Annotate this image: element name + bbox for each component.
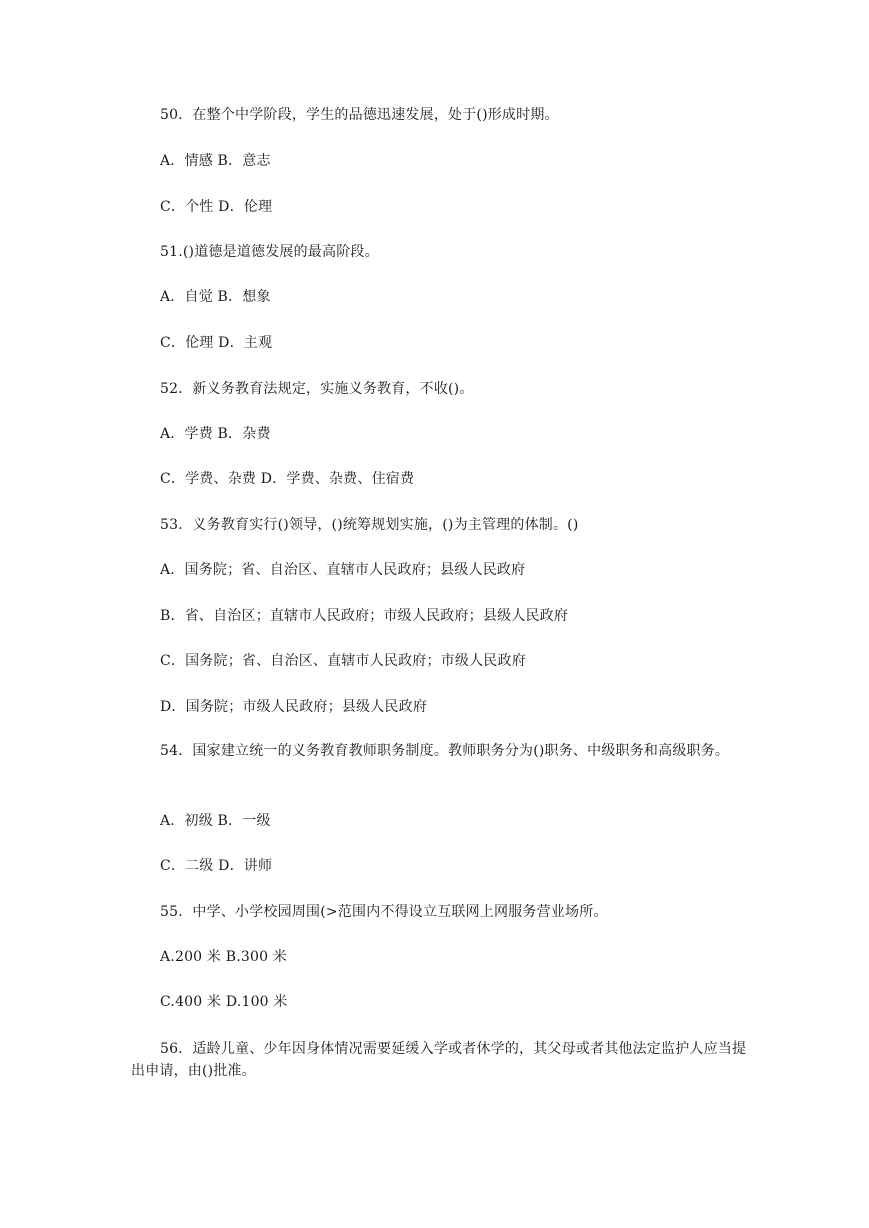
question-53-option-c: C．国务院；省、自治区、直辖市人民政府；市级人民政府	[160, 653, 526, 669]
question-53-option-b: B．省、自治区；直辖市人民政府；市级人民政府；县级人民政府	[160, 608, 569, 624]
question-52: 52．新义务教育法规定，实施义务教育，不收()。	[160, 381, 474, 397]
question-52-option-cd: C．学费、杂费 D．学费、杂费、住宿费	[160, 471, 415, 487]
question-50: 50．在整个中学阶段，学生的品德迅速发展，处于()形成时期。	[160, 107, 559, 123]
question-50-option-ab: A．情感 B．意志	[160, 153, 271, 169]
question-53: 53．义务教育实行()领导，()统筹规划实施，()为主管理的体制。()	[160, 517, 579, 533]
question-54-option-cd: C．二级 D．讲师	[160, 858, 273, 874]
question-55-option-cd: C.400 米 D.100 米	[160, 994, 288, 1010]
question-56: 56．适龄儿童、少年因身体情况需要延缓入学或者休学的，其父母或者其他法定监护人应当提出申请，由()批准。	[131, 1041, 747, 1079]
question-55-option-ab: A.200 米 B.300 米	[160, 949, 288, 965]
question-53-option-d: D．国务院；市级人民政府；县级人民政府	[160, 699, 428, 715]
question-55: 55．中学、小学校园周围(>范围内不得设立互联网上网服务营业场所。	[160, 904, 608, 920]
question-53-option-a: A．国务院；省、自治区、直辖市人民政府；县级人民政府	[160, 562, 526, 578]
question-50-option-cd: C．个性 D．伦理	[160, 199, 273, 215]
question-51-option-cd: C．伦理 D．主观	[160, 335, 273, 351]
question-51-option-ab: A．自觉 B．想象	[160, 289, 271, 305]
question-51: 51.()道德是道德发展的最高阶段。	[160, 244, 379, 260]
question-54-option-ab: A．初级 B．一级	[160, 813, 271, 829]
question-54: 54．国家建立统一的义务教育教师职务制度。教师职务分为()职务、中级职务和高级职务。	[160, 743, 730, 759]
question-52-option-ab: A．学费 B．杂费	[160, 426, 271, 442]
